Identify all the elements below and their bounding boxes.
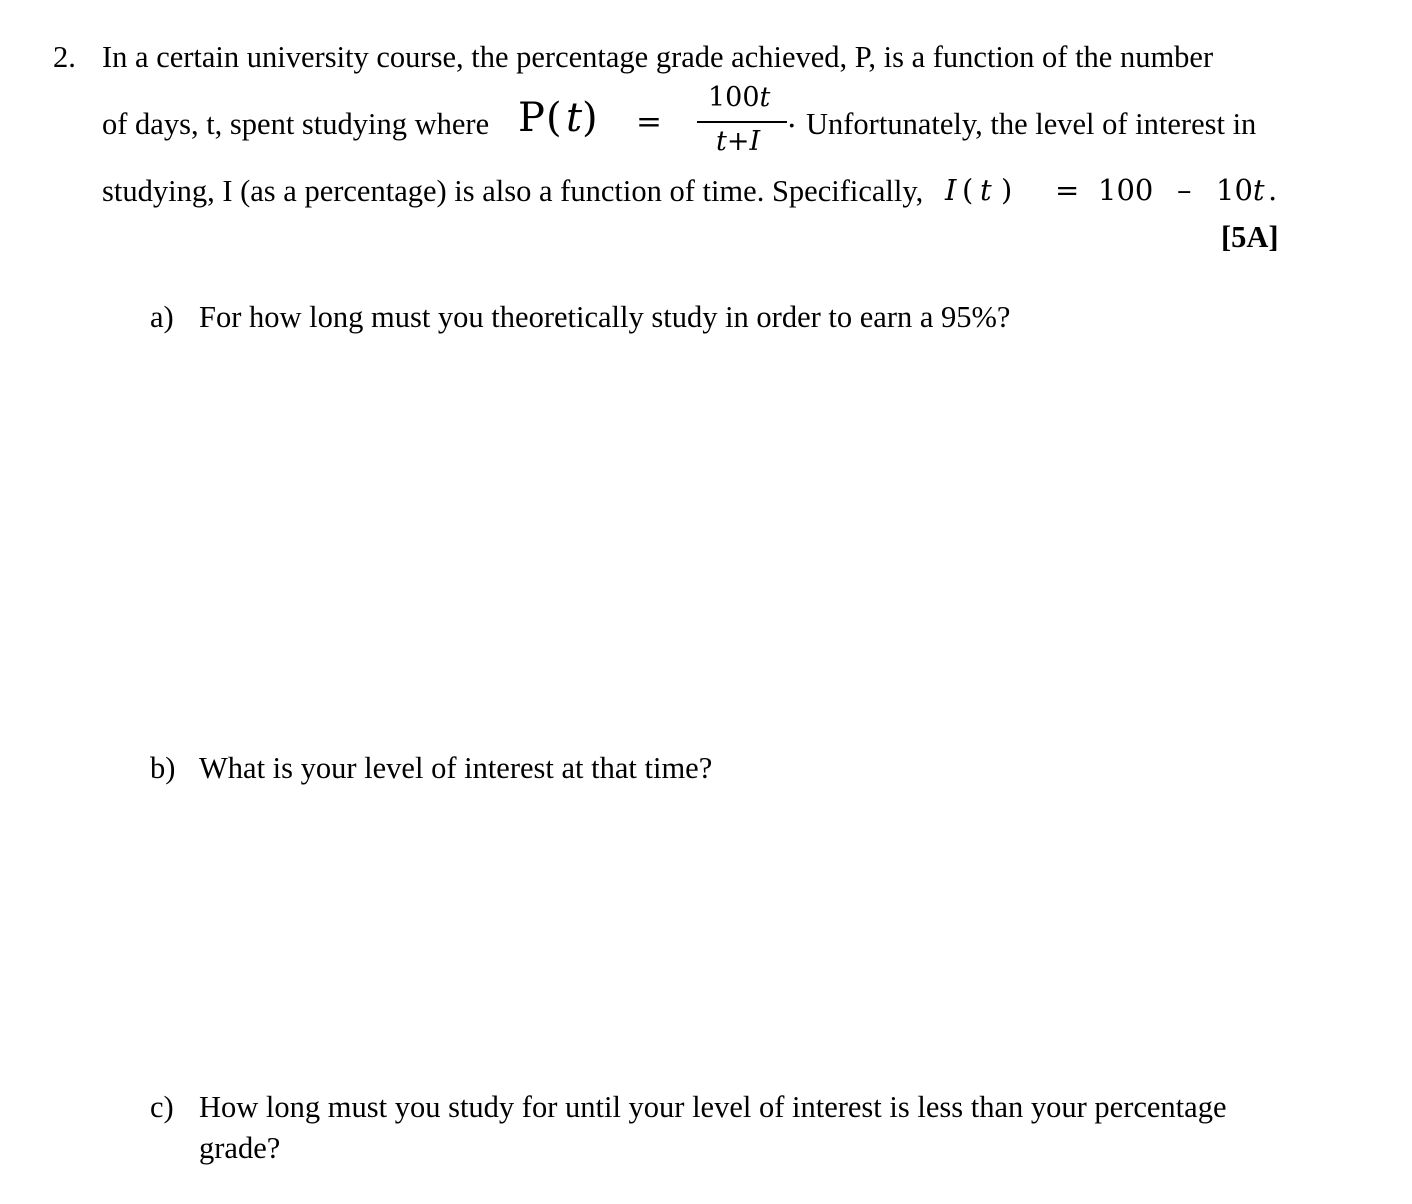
coefficient-10t: 10t [1216,173,1265,207]
p-open-paren: ( [546,95,562,141]
fraction-numerator: 100t [708,82,771,113]
i-variable: t [980,173,992,207]
part-c-label: c) [150,1090,174,1124]
i-equals: = [1055,173,1080,207]
i-symbol: I [945,173,957,207]
p-close-paren: ) [582,95,598,141]
part-a-text: For how long must you theoretically study in order to earn a 95%? [199,300,1011,334]
constant-100: 100 [1098,173,1154,207]
question-number: 2. [53,40,76,74]
fraction-denominator: t+I [716,126,761,157]
question-line-3-pre: studying, I (as a percentage) is also a function of time. Specifically, [102,174,924,208]
marks-label: [5A] [1221,220,1279,254]
question-line-2-pre: of days, t, spent studying where [102,107,490,141]
minus-sign: – [1177,173,1192,207]
part-c-text-line-2: grade? [199,1131,281,1165]
question-line-1: In a certain university course, the percentage grade achieved, P, is a function of the number [102,40,1214,74]
part-a-label: a) [150,300,174,334]
fraction-period: . [787,100,797,135]
part-b-text: What is your level of interest at that time? [199,751,713,785]
p-symbol: P [518,95,545,141]
formula-period: . [1268,173,1278,207]
p-equals: = [636,104,662,140]
part-c-text-line-1: How long must you study for until your level of interest is less than your percentage [199,1090,1227,1124]
question-line-2-post: Unfortunately, the level of interest in [806,107,1257,141]
part-b-label: b) [150,751,176,785]
fraction-bar [697,121,787,123]
p-variable: t [566,95,583,141]
i-open-paren: ( [962,173,974,207]
i-close-paren: ) [1001,173,1013,207]
